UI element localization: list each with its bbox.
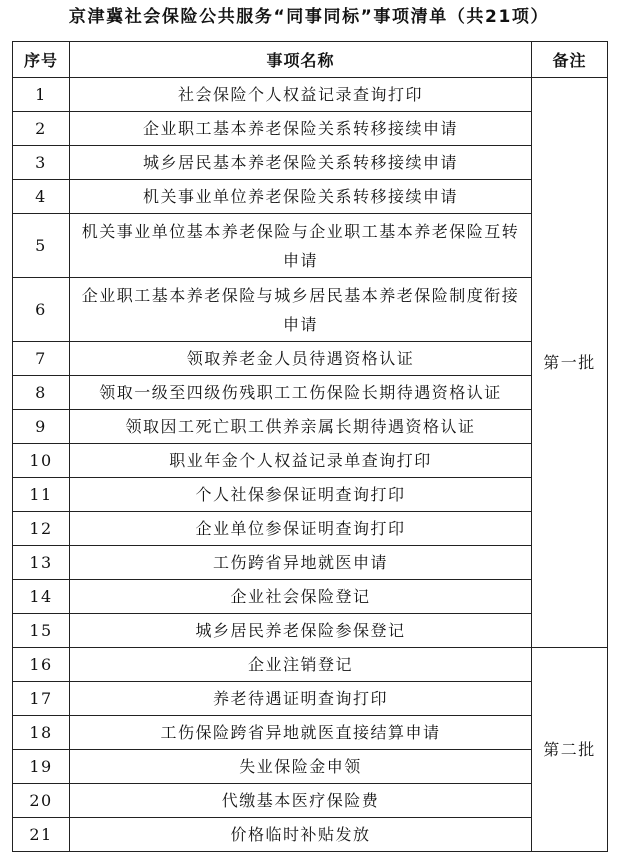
serial-number-cell: 3 bbox=[13, 146, 70, 180]
table-row bbox=[13, 376, 608, 410]
serial-number-cell: 15 bbox=[13, 614, 70, 648]
item-name-cell: 工伤跨省异地就医申请 bbox=[70, 546, 532, 580]
serial-number-cell: 7 bbox=[13, 342, 70, 376]
header-serial-number: 序号 bbox=[13, 42, 70, 78]
table-row bbox=[13, 546, 608, 580]
serial-number-cell: 5 bbox=[13, 214, 70, 278]
table-row bbox=[13, 278, 608, 342]
table-row bbox=[13, 580, 608, 614]
table-body bbox=[13, 78, 608, 852]
table-row bbox=[13, 614, 608, 648]
item-name-cell: 机关事业单位养老保险关系转移接续申请 bbox=[70, 180, 532, 214]
serial-number-cell: 17 bbox=[13, 682, 70, 716]
item-name-cell: 社会保险个人权益记录查询打印 bbox=[70, 78, 532, 112]
table-row bbox=[13, 784, 608, 818]
item-name-cell: 工伤保险跨省异地就医直接结算申请 bbox=[70, 716, 532, 750]
table-row bbox=[13, 682, 608, 716]
serial-number-cell: 10 bbox=[13, 444, 70, 478]
item-name-cell: 领取因工死亡职工供养亲属长期待遇资格认证 bbox=[70, 410, 532, 444]
document-title: 京津冀社会保险公共服务“同事同标”事项清单（共21项） bbox=[68, 7, 550, 27]
item-name-cell: 企业职工基本养老保险与城乡居民基本养老保险制度衔接申请 bbox=[70, 278, 532, 342]
table-row bbox=[13, 478, 608, 512]
table-row bbox=[13, 214, 608, 278]
item-name-cell: 城乡居民基本养老保险关系转移接续申请 bbox=[70, 146, 532, 180]
serial-number-cell: 4 bbox=[13, 180, 70, 214]
serial-number-cell: 1 bbox=[13, 78, 70, 112]
item-name-cell: 价格临时补贴发放 bbox=[70, 818, 532, 852]
serial-number-cell: 13 bbox=[13, 546, 70, 580]
table-row bbox=[13, 410, 608, 444]
item-name-cell: 领取养老金人员待遇资格认证 bbox=[70, 342, 532, 376]
serial-number-cell: 21 bbox=[13, 818, 70, 852]
table-row bbox=[13, 146, 608, 180]
item-name-cell: 养老待遇证明查询打印 bbox=[70, 682, 532, 716]
serial-number-cell: 19 bbox=[13, 750, 70, 784]
item-name-cell: 机关事业单位基本养老保险与企业职工基本养老保险互转申请 bbox=[70, 214, 532, 278]
table-row bbox=[13, 180, 608, 214]
table-row bbox=[13, 716, 608, 750]
item-name-cell: 企业单位参保证明查询打印 bbox=[70, 512, 532, 546]
serial-number-cell: 8 bbox=[13, 376, 70, 410]
table-row bbox=[13, 112, 608, 146]
serial-number-cell: 12 bbox=[13, 512, 70, 546]
item-name-cell: 城乡居民养老保险参保登记 bbox=[70, 614, 532, 648]
table-row bbox=[13, 750, 608, 784]
batch-remark-cell: 第一批 bbox=[532, 78, 608, 648]
item-name-cell: 代缴基本医疗保险费 bbox=[70, 784, 532, 818]
item-name-cell: 领取一级至四级伤残职工工伤保险长期待遇资格认证 bbox=[70, 376, 532, 410]
item-name-cell: 个人社保参保证明查询打印 bbox=[70, 478, 532, 512]
table-row bbox=[13, 818, 608, 852]
table-row bbox=[13, 444, 608, 478]
item-name-cell: 企业职工基本养老保险关系转移接续申请 bbox=[70, 112, 532, 146]
table-row bbox=[13, 78, 608, 112]
table-header-row bbox=[13, 42, 608, 78]
header-item-name: 事项名称 bbox=[70, 42, 532, 78]
table-row bbox=[13, 512, 608, 546]
serial-number-cell: 11 bbox=[13, 478, 70, 512]
serial-number-cell: 18 bbox=[13, 716, 70, 750]
serial-number-cell: 20 bbox=[13, 784, 70, 818]
item-name-cell: 企业注销登记 bbox=[70, 648, 532, 682]
item-name-cell: 失业保险金申领 bbox=[70, 750, 532, 784]
item-name-cell: 企业社会保险登记 bbox=[70, 580, 532, 614]
table-row bbox=[13, 342, 608, 376]
service-list-table bbox=[12, 41, 608, 852]
header-remarks: 备注 bbox=[532, 42, 608, 78]
serial-number-cell: 16 bbox=[13, 648, 70, 682]
serial-number-cell: 2 bbox=[13, 112, 70, 146]
batch-remark-cell: 第二批 bbox=[532, 648, 608, 852]
serial-number-cell: 6 bbox=[13, 278, 70, 342]
item-name-cell: 职业年金个人权益记录单查询打印 bbox=[70, 444, 532, 478]
serial-number-cell: 14 bbox=[13, 580, 70, 614]
serial-number-cell: 9 bbox=[13, 410, 70, 444]
table-row bbox=[13, 648, 608, 682]
